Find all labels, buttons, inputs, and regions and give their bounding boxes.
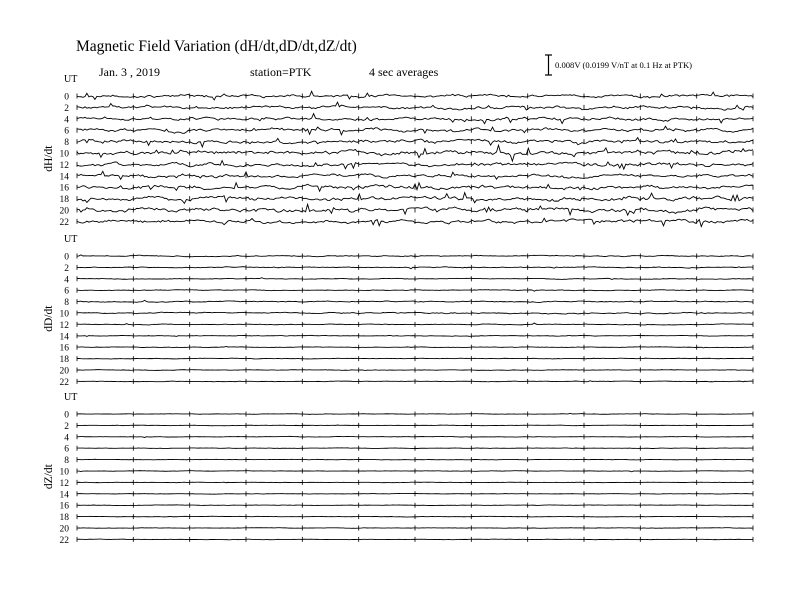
hour-label: 18	[59, 195, 69, 206]
panel-axis-label: dH/dt	[43, 145, 55, 172]
hour-label: 12	[59, 478, 69, 489]
panel-axis-label: dD/dt	[43, 305, 55, 332]
hour-label: 2	[64, 103, 69, 114]
time-axis-label: UT	[64, 392, 78, 403]
station-label: station=PTK	[250, 65, 312, 79]
hour-label: 12	[59, 320, 69, 331]
hour-label: 6	[64, 126, 69, 137]
hour-label: 8	[64, 138, 69, 149]
hour-label: 14	[59, 172, 69, 183]
hour-label: 16	[59, 501, 69, 512]
scale-label: 0.008V (0.0199 V/nT at 0.1 Hz at PTK)	[555, 60, 693, 70]
averaging-label: 4 sec averages	[369, 65, 439, 79]
panel-3	[43, 392, 753, 546]
hour-label: 20	[59, 206, 69, 217]
hour-label: 4	[64, 115, 69, 126]
hour-label: 22	[59, 535, 69, 546]
hour-label: 2	[64, 421, 69, 432]
hour-label: 16	[59, 343, 69, 354]
hour-label: 20	[59, 366, 69, 377]
hour-label: 0	[64, 410, 69, 421]
hour-label: 0	[64, 252, 69, 263]
hour-label: 14	[59, 490, 69, 501]
hour-label: 22	[59, 377, 69, 388]
hour-label: 16	[59, 183, 69, 194]
hour-label: 4	[64, 275, 69, 286]
hour-label: 6	[64, 444, 69, 455]
hour-label: 2	[64, 263, 69, 274]
panel-2	[43, 234, 753, 388]
hour-label: 6	[64, 286, 69, 297]
hour-label: 18	[59, 355, 69, 366]
hour-label: 10	[59, 309, 69, 320]
hour-label: 20	[59, 524, 69, 535]
panel-axis-label: dZ/dt	[43, 464, 55, 490]
chart-title: Magnetic Field Variation (dH/dt,dD/dt,dZ/dt)	[76, 38, 357, 55]
time-axis-label: UT	[64, 234, 78, 245]
hour-label: 8	[64, 298, 69, 309]
hour-label: 22	[59, 217, 69, 228]
hour-label: 12	[59, 160, 69, 171]
hour-label: 10	[59, 467, 69, 478]
hour-label: 0	[64, 92, 69, 103]
panel-1	[43, 74, 753, 228]
hour-label: 10	[59, 149, 69, 160]
hour-label: 8	[64, 456, 69, 467]
hour-label: 14	[59, 332, 69, 343]
hour-label: 18	[59, 513, 69, 524]
date-label: Jan. 3 , 2019	[99, 65, 160, 79]
time-axis-label: UT	[64, 74, 78, 85]
hour-label: 4	[64, 433, 69, 444]
